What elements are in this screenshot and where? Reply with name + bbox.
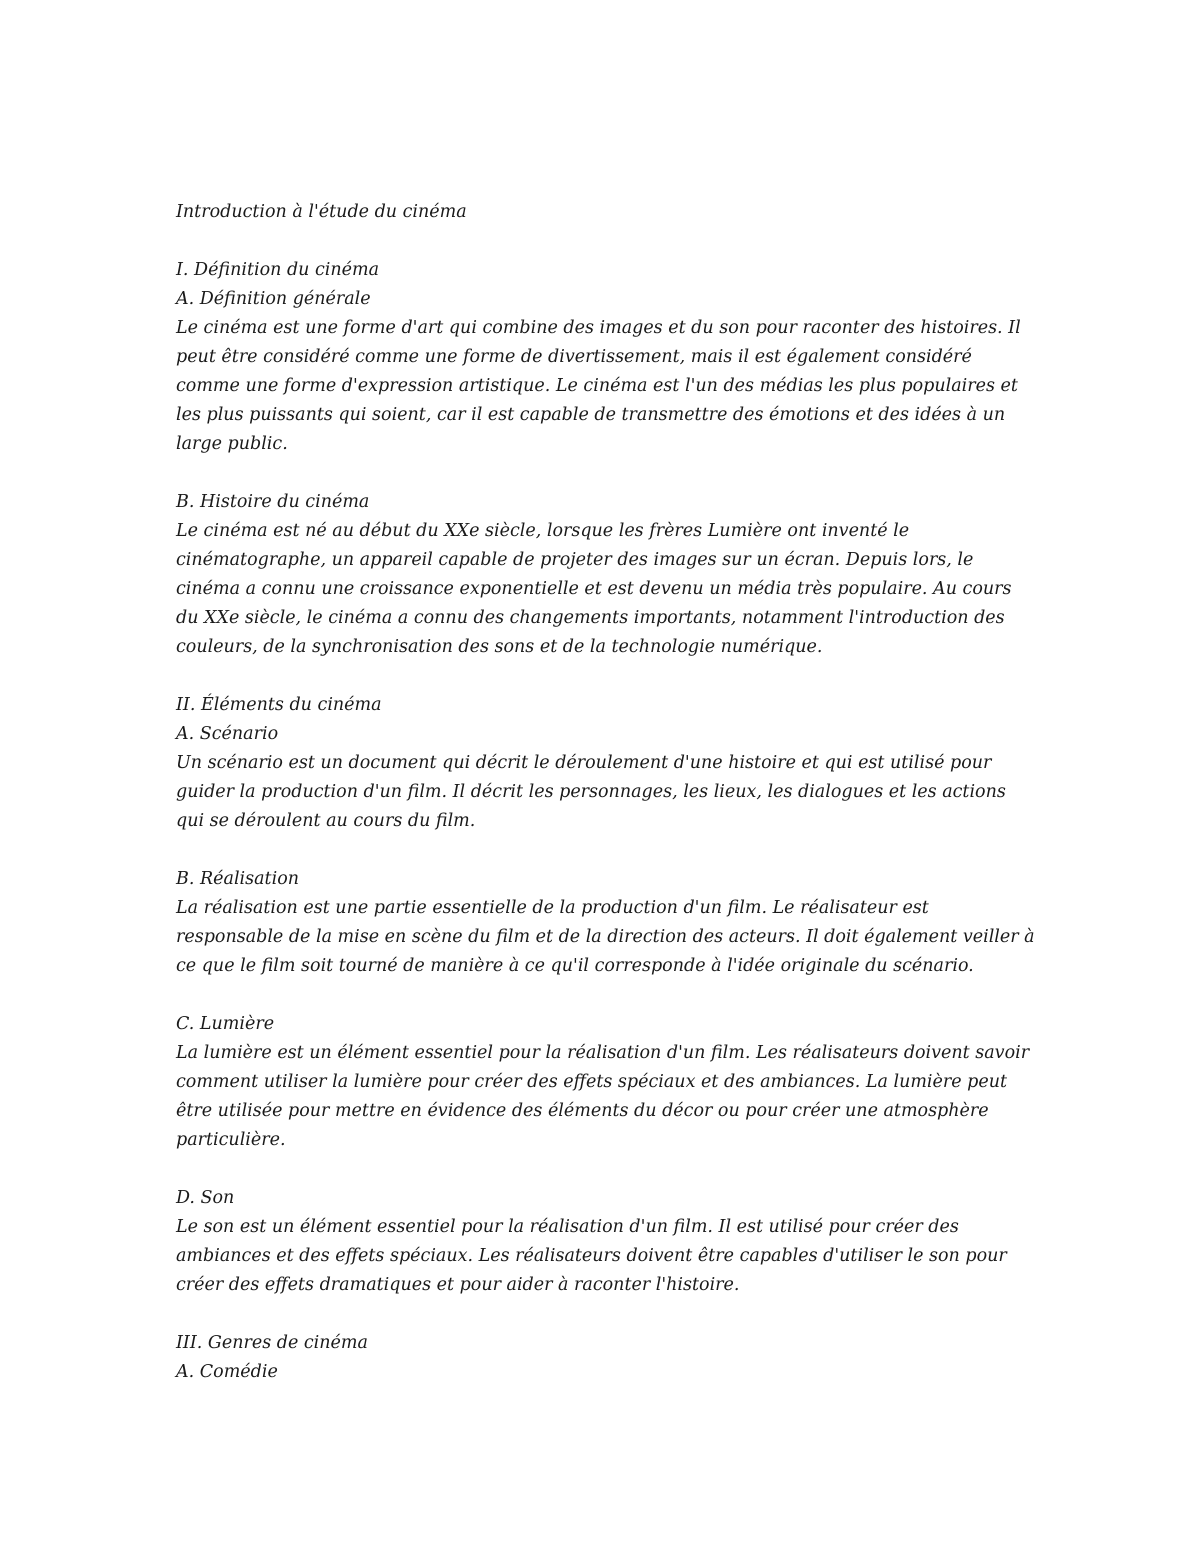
document-body	[176, 198, 1036, 1387]
spacer	[176, 662, 1036, 691]
subsection-heading: B. Histoire du cinéma	[176, 492, 370, 512]
subsection-heading: D. Son	[176, 1188, 235, 1208]
subsection-heading: A. Scénario	[176, 724, 279, 744]
paragraph-line: Le cinéma est une forme d'art qui combine des images et du son pour raconter des histoires. Il	[176, 318, 1021, 338]
paragraph-line: particulière.	[176, 1130, 286, 1150]
paragraph-line: peut être considéré comme une forme de divertissement, mais il est également considéré	[176, 347, 972, 367]
paragraph-line: ambiances et des effets spéciaux. Les réalisateurs doivent être capables d'utiliser le son pour	[176, 1246, 1007, 1266]
subsection-heading: A. Définition générale	[176, 289, 371, 309]
paragraph-line: cinéma a connu une croissance exponentielle et est devenu un média très populaire. Au cours	[176, 579, 1012, 599]
spacer	[176, 836, 1036, 865]
spacer	[176, 1155, 1036, 1184]
paragraph-line: du XXe siècle, le cinéma a connu des changements importants, notamment l'introduction des	[176, 608, 1005, 628]
spacer	[176, 227, 1036, 256]
paragraph-line: couleurs, de la synchronisation des sons et de la technologie numérique.	[176, 637, 823, 657]
section-heading: III. Genres de cinéma	[176, 1333, 368, 1353]
paragraph-line: La lumière est un élément essentiel pour la réalisation d'un film. Les réalisateurs doivent savoir	[176, 1043, 1030, 1063]
paragraph-line: large public.	[176, 434, 288, 454]
section-heading: I. Définition du cinéma	[176, 260, 380, 280]
paragraph-line: Un scénario est un document qui décrit le déroulement d'une histoire et qui est utilisé pour	[176, 753, 992, 773]
paragraph-line: être utilisée pour mettre en évidence des éléments du décor ou pour créer une atmosphère	[176, 1101, 989, 1121]
document-title: Introduction à l'étude du cinéma	[176, 202, 467, 222]
paragraph-line: Le cinéma est né au début du XXe siècle, lorsque les frères Lumière ont inventé le	[176, 521, 910, 541]
spacer	[176, 1300, 1036, 1329]
paragraph-line: ce que le film soit tourné de manière à ce qu'il corresponde à l'idée originale du scénario.	[176, 956, 974, 976]
paragraph-line: guider la production d'un film. Il décrit les personnages, les lieux, les dialogues et les actions	[176, 782, 1006, 802]
paragraph-line: La réalisation est une partie essentielle de la production d'un film. Le réalisateur est	[176, 898, 929, 918]
spacer	[176, 981, 1036, 1010]
paragraph-line: responsable de la mise en scène du film et de la direction des acteurs. Il doit également veiller à	[176, 927, 1035, 947]
paragraph-line: comment utiliser la lumière pour créer des effets spéciaux et des ambiances. La lumière peut	[176, 1072, 1008, 1092]
paragraph-line: Le son est un élément essentiel pour la réalisation d'un film. Il est utilisé pour créer des	[176, 1217, 959, 1237]
paragraph-line: les plus puissants qui soient, car il est capable de transmettre des émotions et des idées à un	[176, 405, 1006, 425]
paragraph-line: qui se déroulent au cours du film.	[176, 811, 476, 831]
paragraph-line: cinématographe, un appareil capable de projeter des images sur un écran. Depuis lors, le	[176, 550, 974, 570]
section-heading: II. Éléments du cinéma	[176, 695, 382, 715]
subsection-heading: C. Lumière	[176, 1014, 275, 1034]
paragraph-line: créer des effets dramatiques et pour aider à raconter l'histoire.	[176, 1275, 740, 1295]
subsection-heading: A. Comédie	[176, 1362, 278, 1382]
paragraph-line: comme une forme d'expression artistique. Le cinéma est l'un des médias les plus populaires et	[176, 376, 1018, 396]
subsection-heading: B. Réalisation	[176, 869, 299, 889]
spacer	[176, 459, 1036, 488]
